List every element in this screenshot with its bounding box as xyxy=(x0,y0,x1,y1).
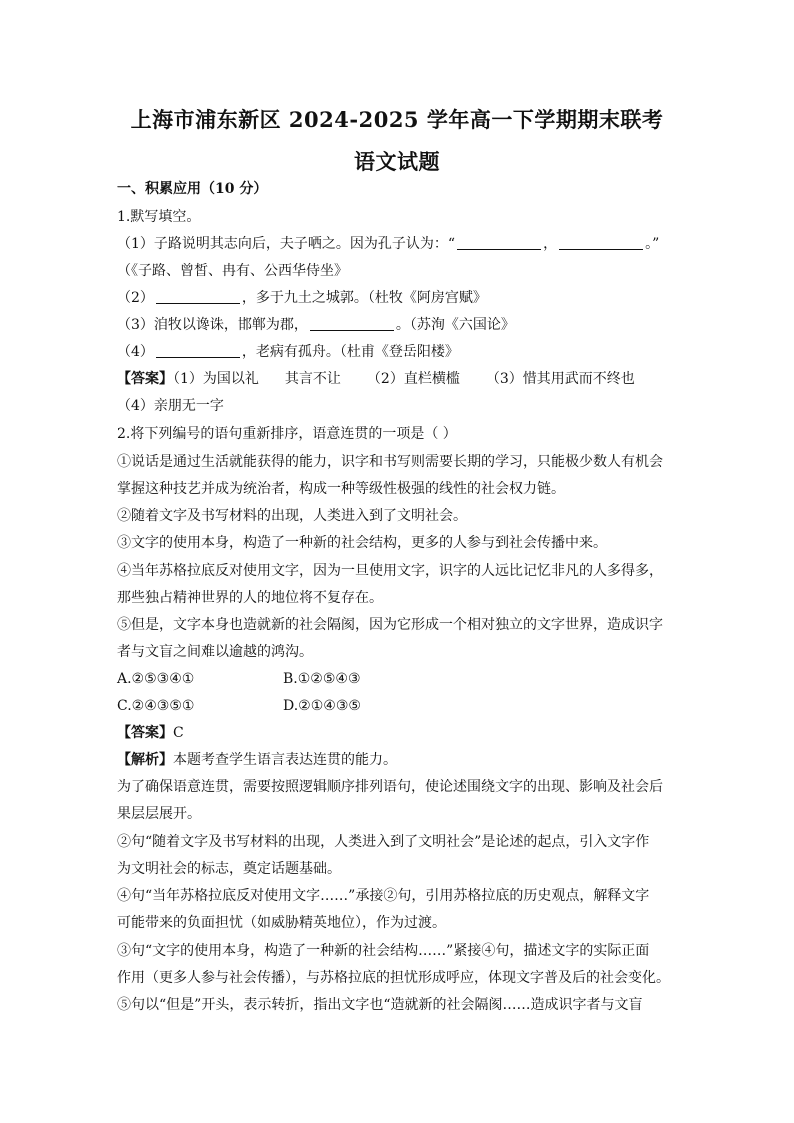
q2-option-d: D.②①④③⑤ xyxy=(283,698,361,714)
q2-sentence-5a: ⑤但是，文字本身也造就新的社会隔阂，因为它形成一个相对独立的文字世界，造成识字 xyxy=(117,617,663,633)
q2-sentence-5b: 者与文盲之间难以逾越的鸿沟。 xyxy=(117,644,313,660)
analysis-label: 【解析】 xyxy=(117,752,173,768)
q2-analysis-line: ④句“当年苏格拉底反对使用文字……”承接②句，引用苏格拉底的历史观点，解释文字 xyxy=(117,888,650,904)
q1-answer-2: （2）直栏横槛 xyxy=(366,371,460,387)
q1-part2 xyxy=(117,288,677,308)
q1-part1-suffix: 。” xyxy=(645,236,660,252)
q2-stem: 2.将下列编号的语句重新排序，语意连贯的一项是（ ） xyxy=(117,426,457,442)
document-subtitle: 语文试题 xyxy=(354,149,440,174)
q2-analysis-line: ②句“随着文字及书写材料的出现，人类进入到了文明社会”是论述的起点，引入文字作 xyxy=(117,834,650,850)
section-heading: 一、积累应用（10 分） xyxy=(117,181,268,197)
q1-part1 xyxy=(117,234,677,254)
q2-analysis-intro: 本题考查学生语言表达连贯的能力。 xyxy=(173,752,397,768)
q1-part3-suffix: 。（苏洵《六国论》 xyxy=(395,317,515,333)
q1-part1-mid: ， xyxy=(543,236,558,252)
q1-answer xyxy=(117,369,677,389)
q1-answer-3: （3）惜其用武而不终也 xyxy=(485,371,635,387)
q2-analysis-line: ③句“文字的使用本身，构造了一种新的社会结构……”紧接④句，描述文字的实际正面 xyxy=(117,943,650,959)
q1-answer-4: （4）亲朋无一字 xyxy=(117,398,224,414)
q1-part3 xyxy=(117,315,677,335)
q2-analysis-line: 为文明社会的标志，奠定话题基础。 xyxy=(117,861,341,877)
q1-part2-prefix: （2） xyxy=(117,290,154,306)
q2-sentence-2: ②随着文字及书写材料的出现，人类进入到了文明社会。 xyxy=(117,508,467,524)
q2-sentence-1b: 掌握这种技艺并成为统治者，构成一种等级性极强的线性的社会权力链。 xyxy=(117,481,565,497)
q1-answer-1: （1）为国以礼 xyxy=(173,371,259,387)
q2-answer xyxy=(117,723,677,743)
document-title: 上海市浦东新区 2024-2025 学年高一下学期期末联考 xyxy=(130,107,664,132)
q2-analysis-line: 可能带来的负面担忧（如威胁精英地位），作为过渡。 xyxy=(117,915,446,931)
q2-analysis-line: ⑤句以“但是”开头，表示转折，指出文字也“造就新的社会隔阂……造成识字者与文盲 xyxy=(117,997,643,1013)
q2-analysis-line: 作用（更多人参与社会传播），与苏格拉底的担忧形成呼应，体现文字普及后的社会变化。 xyxy=(117,970,670,986)
q1-part2-suffix: ，多于九土之城郭。（杜牧《阿房宫赋》 xyxy=(241,290,487,306)
answer-blank xyxy=(156,289,240,304)
q1-part4-prefix: （4） xyxy=(117,344,154,360)
answer-blank xyxy=(457,235,541,250)
q2-sentence-3: ③文字的使用本身，构造了一种新的社会结构，更多的人参与到社会传播中来。 xyxy=(117,535,607,551)
q1-part1-source: （《子路、曾皙、冉有、公西华侍坐》 xyxy=(117,263,348,279)
q2-answer-value: C xyxy=(173,725,184,741)
q1-part3-prefix: （3）洎牧以谗诛，邯郸为郡， xyxy=(117,317,308,333)
answer-blank xyxy=(310,316,394,331)
answer-blank xyxy=(559,235,643,250)
answer-label: 【答案】 xyxy=(117,725,173,741)
q2-analysis xyxy=(117,750,677,770)
q2-option-c: C.②④③⑤① xyxy=(117,698,195,714)
q2-sentence-4b: 那些独占精神世界的人的地位将不复存在。 xyxy=(117,590,383,606)
q1-part1-prefix: （1）子路说明其志向后，夫子哂之。因为孔子认为：“ xyxy=(117,236,456,252)
q2-sentence-1a: ①说话是通过生活就能获得的能力，识字和书写则需要长期的学习，只能极少数人有机会 xyxy=(117,454,663,470)
q2-analysis-line: 为了确保语意连贯，需要按照逻辑顺序排列语句，使论述围绕文字的出现、影响及社会后 xyxy=(117,779,663,795)
answer-label: 【答案】 xyxy=(117,371,173,387)
q1-part4-suffix: ，老病有孤舟。（杜甫《登岳阳楼》 xyxy=(241,344,459,360)
q2-option-a: A.②⑤③④① xyxy=(117,671,195,687)
answer-blank xyxy=(156,343,240,358)
q1-stem: 1.默写填空。 xyxy=(117,209,201,225)
q1-part4 xyxy=(117,342,677,362)
q2-analysis-line: 果层层展开。 xyxy=(117,806,201,822)
q2-sentence-4a: ④当年苏格拉底反对使用文字，因为一旦使用文字，识字的人远比记忆非凡的人多得多， xyxy=(117,563,663,579)
q2-option-b: B.①②⑤④③ xyxy=(283,671,361,687)
q1-answer-1b: 其言不让 xyxy=(284,371,341,387)
